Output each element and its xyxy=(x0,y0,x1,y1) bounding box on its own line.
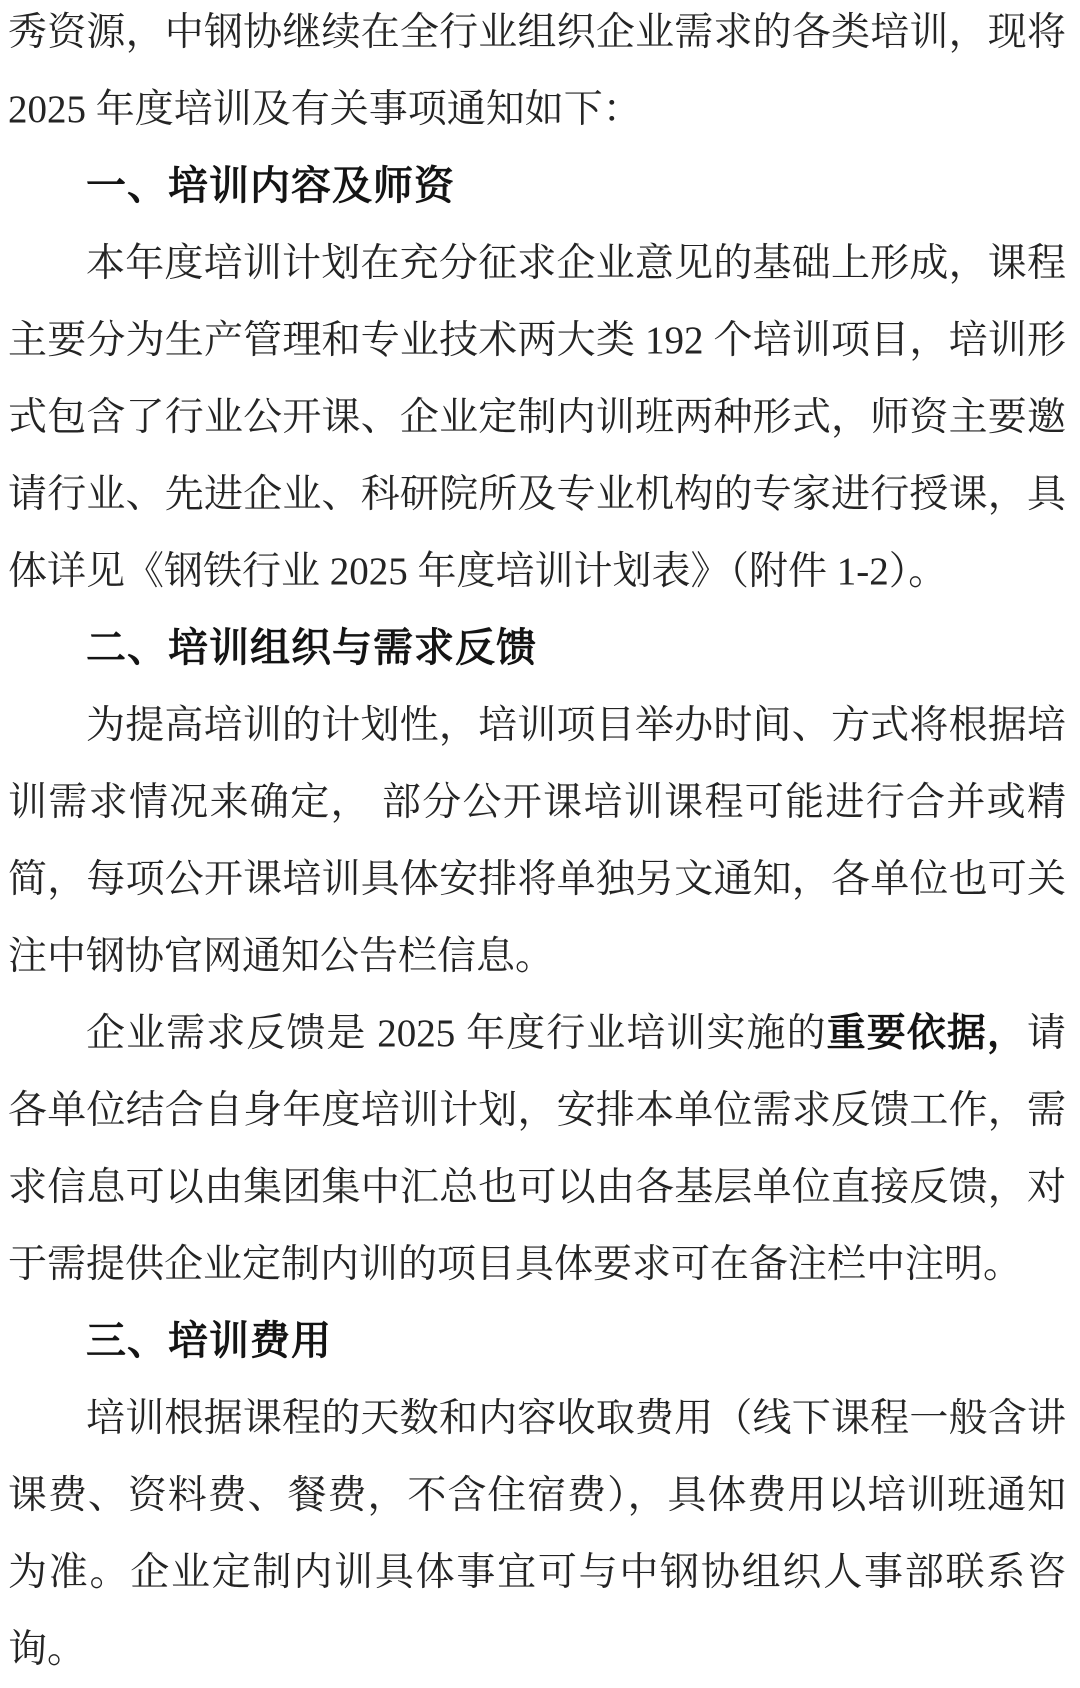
paragraph-text: 请 xyxy=(1026,1012,1066,1055)
paragraph-line: 为提高培训的计划性，培训项目举办时间、方式将根据培 xyxy=(86,704,1066,747)
bold-emphasis: 重要依据， xyxy=(826,1012,1027,1055)
paragraph-line: 本年度培训计划在充分征求企业意见的基础上形成，课程 xyxy=(86,242,1066,285)
paragraph-line: 训需求情况来确定， 部分公开课培训课程可能进行合并或精 xyxy=(8,781,1066,824)
paragraph-line: 体详见《钢铁行业 2025 年度培训计划表》（附件 1-2）。 xyxy=(8,550,948,593)
paragraph-line: 注中钢协官网通知公告栏信息。 xyxy=(8,935,555,978)
paragraph-line: 请行业、先进企业、科研院所及专业机构的专家进行授课，具 xyxy=(8,473,1066,516)
paragraph-line: 各单位结合自身年度培训计划，安排本单位需求反馈工作，需 xyxy=(8,1089,1066,1132)
paragraph-line: 简，每项公开课培训具体安排将单独另文通知，各单位也可关 xyxy=(8,858,1066,901)
paragraph-line: 询。 xyxy=(8,1628,87,1671)
paragraph-line: 式包含了行业公开课、企业定制内训班两种形式，师资主要邀 xyxy=(8,396,1066,439)
paragraph-line: 于需提供企业定制内训的项目具体要求可在备注栏中注明。 xyxy=(8,1243,1023,1286)
paragraph-line xyxy=(8,995,1066,1072)
section-heading-3: 三、培训费用 xyxy=(86,1319,332,1363)
section-heading-1: 一、培训内容及师资 xyxy=(86,164,455,208)
paragraph-line: 主要分为生产管理和专业技术两大类 192 个培训项目，培训形 xyxy=(8,319,1066,362)
paragraph-line: 为准。企业定制内训具体事宜可与中钢协组织人事部联系咨 xyxy=(8,1551,1066,1594)
section-heading-2: 二、培训组织与需求反馈 xyxy=(86,626,537,670)
paragraph-line: 秀资源，中钢协继续在全行业组织企业需求的各类培训，现将 xyxy=(8,11,1066,54)
paragraph-line: 求信息可以由集团集中汇总也可以由各基层单位直接反馈，对 xyxy=(8,1166,1066,1209)
paragraph-line: 课费、资料费、餐费，不含住宿费），具体费用以培训班通知 xyxy=(8,1474,1066,1517)
paragraph-line: 2025 年度培训及有关事项通知如下： xyxy=(8,88,642,131)
paragraph-line: 培训根据课程的天数和内容收取费用（线下课程一般含讲 xyxy=(86,1397,1066,1440)
paragraph-text: 企业需求反馈是 2025 年度行业培训实施的 xyxy=(86,1012,827,1055)
